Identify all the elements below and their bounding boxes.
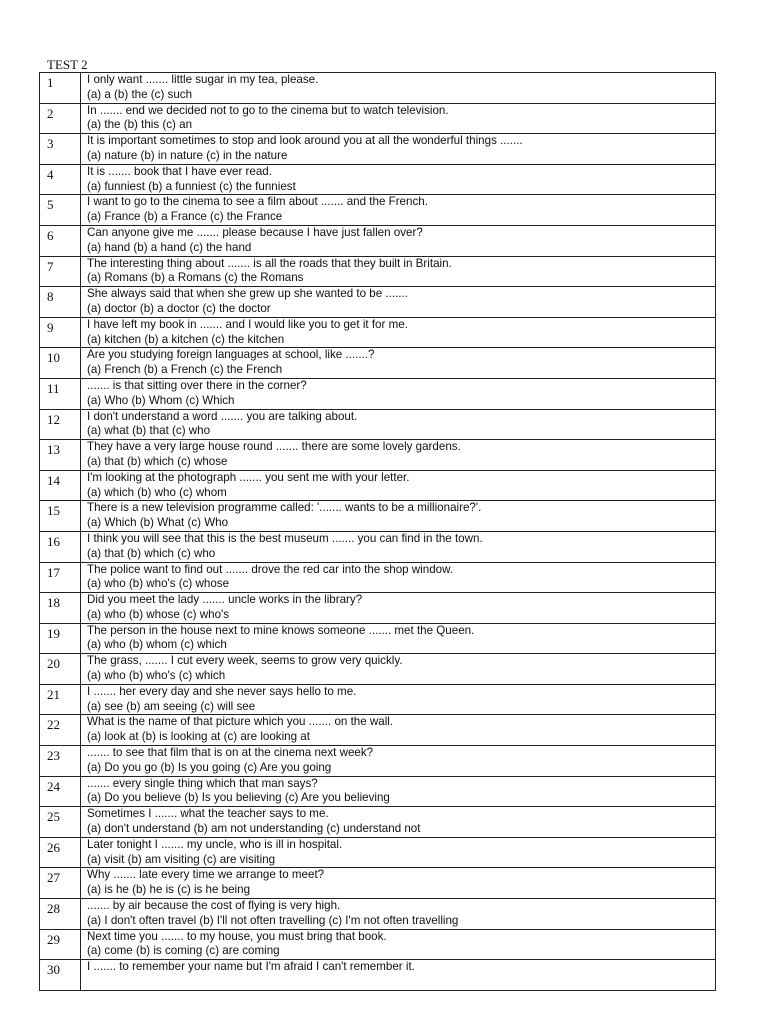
question-row [40,776,716,807]
question-number-cell [40,409,81,440]
question-row [40,287,716,318]
question-number: 25 [47,809,60,825]
question-row [40,317,716,348]
question-number: 30 [47,962,60,978]
question-cell [81,746,716,777]
question-number: 18 [47,595,60,611]
question-number-cell [40,776,81,807]
question-text: I only want ....... little sugar in my tea, please. [87,73,319,86]
question-number-cell [40,623,81,654]
question-number-cell [40,899,81,930]
question-text: I want to go to the cinema to see a film about ....... and the French. [87,195,428,209]
question-text: ....... is that sitting over there in the corner? [87,378,307,392]
question-cell [81,654,716,685]
question-text: I ....... to remember your name but I'm afraid I can't remember it. [87,960,415,974]
question-number: 12 [47,411,60,427]
answer-options: (a) Do you go (b) Is you going (c) Are you going [87,760,332,774]
question-number-cell [40,684,81,715]
question-cell [81,225,716,256]
question-number: 1 [47,75,54,90]
question-number-cell [40,440,81,471]
question-text: I have left my book in ....... and I would like you to get it for me. [87,317,408,331]
question-text: ....... every single thing which that man says? [87,776,318,790]
answer-options: (a) see (b) am seeing (c) will see [87,699,256,713]
question-row [40,837,716,868]
question-number-cell [40,103,81,134]
answer-options: (a) which (b) who (c) whom [87,485,227,499]
question-row [40,348,716,379]
answer-options: (a) Which (b) What (c) Who [87,516,229,530]
question-text: The police want to find out ....... drove the red car into the shop window. [87,562,454,576]
question-cell [81,134,716,165]
question-number-cell [40,164,81,195]
question-text: I'm looking at the photograph ....... you sent me with your letter. [87,470,410,484]
question-number-cell [40,593,81,624]
answer-options: (a) hand (b) a hand (c) the hand [87,240,252,254]
question-number-cell [40,837,81,868]
page-title: TEST 2 [47,57,88,72]
question-number-cell [40,654,81,685]
question-number: 17 [47,564,60,580]
question-cell [81,684,716,715]
question-number: 11 [47,380,60,396]
question-text: They have a very large house round ....... there are some lovely gardens. [87,440,461,454]
question-number-cell [40,470,81,501]
answer-options [87,975,715,990]
question-cell [81,348,716,379]
question-row [40,73,716,104]
question-row [40,960,716,991]
answer-options: (a) France (b) a France (c) the France [87,210,283,224]
question-cell [81,929,716,960]
question-cell [81,409,716,440]
question-text: Why ....... late every time we arrange to meet? [87,868,325,882]
question-number: 14 [47,472,60,488]
question-cell [81,440,716,471]
question-cell [81,623,716,654]
answer-options: (a) visit (b) am visiting (c) are visiting [87,852,276,866]
answer-options: (a) the (b) this (c) an [87,118,193,132]
question-text: Are you studying foreign languages at school, like .......? [87,348,375,362]
answer-options: (a) who (b) who's (c) which [87,669,226,683]
question-number: 13 [47,442,60,458]
question-number-cell [40,287,81,318]
question-row [40,929,716,960]
question-text: It is ....... book that I have ever read. [87,164,272,178]
question-number-cell [40,929,81,960]
question-cell [81,562,716,593]
question-number: 3 [47,136,54,152]
question-number: 27 [47,870,60,886]
question-text: Did you meet the lady ....... uncle works in the library? [87,593,363,607]
answer-options: (a) what (b) that (c) who [87,424,211,438]
question-row [40,501,716,532]
question-number-cell [40,317,81,348]
question-number: 24 [47,778,60,794]
question-number: 26 [47,839,60,855]
question-cell [81,287,716,318]
question-row [40,440,716,471]
answer-options: (a) I don't often travel (b) I'll not often travelling (c) I'm not often travelling [87,913,459,927]
answer-options: (a) come (b) is coming (c) are coming [87,944,280,958]
question-number: 7 [47,258,54,274]
question-text: ....... by air because the cost of flying is very high. [87,899,341,913]
answer-options: (a) French (b) a French (c) the French [87,363,283,377]
answer-options: (a) who (b) whom (c) which [87,638,227,652]
question-text: Can anyone give me ....... please because I have just fallen over? [87,225,423,239]
question-cell [81,715,716,746]
question-table [39,72,716,991]
question-row [40,593,716,624]
question-cell [81,378,716,409]
answer-options: (a) who (b) whose (c) who's [87,607,230,621]
question-number-cell [40,746,81,777]
question-number-cell [40,378,81,409]
question-row [40,103,716,134]
question-number: 10 [47,350,60,366]
answer-options: (a) don't understand (b) am not understanding (c) understand not [87,822,421,836]
question-text: ....... to see that film that is on at the cinema next week? [87,746,374,760]
question-row [40,715,716,746]
question-number: 28 [47,901,60,917]
question-number-cell [40,531,81,562]
question-number: 16 [47,533,60,549]
question-text: It is important sometimes to stop and look around you at all the wonderful things ....... [87,134,523,148]
question-row [40,746,716,777]
question-row [40,531,716,562]
question-row [40,899,716,930]
answer-options: (a) funniest (b) a funniest (c) the funniest [87,179,296,193]
answer-options: (a) that (b) which (c) whose [87,454,228,468]
question-number: 29 [47,931,60,947]
question-number-cell [40,256,81,287]
question-text: I don't understand a word ....... you are talking about. [87,409,358,423]
answer-options: (a) a (b) the (c) such [87,87,193,101]
question-cell [81,837,716,868]
question-cell [81,317,716,348]
question-cell [81,103,716,134]
question-cell [81,868,716,899]
question-cell [81,195,716,226]
question-number: 15 [47,503,60,519]
question-text: I ....... her every day and she never says hello to me. [87,684,357,698]
question-number: 5 [47,197,54,213]
question-row [40,195,716,226]
question-cell [81,73,716,104]
question-row [40,409,716,440]
question-row [40,378,716,409]
question-row [40,256,716,287]
question-text: Later tonight I ....... my uncle, who is ill in hospital. [87,837,343,851]
answer-options: (a) that (b) which (c) who [87,546,216,560]
question-number-cell [40,562,81,593]
question-cell [81,531,716,562]
question-number-cell [40,807,81,838]
question-number: 9 [47,319,54,335]
question-number: 2 [47,105,54,121]
question-text: In ....... end we decided not to go to the cinema but to watch television. [87,103,449,117]
question-cell [81,501,716,532]
answer-options: (a) kitchen (b) a kitchen (c) the kitchen [87,332,285,346]
question-text: Sometimes I ....... what the teacher says to me. [87,807,329,821]
question-row [40,654,716,685]
question-row [40,225,716,256]
question-number: 23 [47,748,60,764]
question-row [40,164,716,195]
question-cell [81,164,716,195]
question-cell [81,899,716,930]
question-text: The interesting thing about ....... is all the roads that they built in Britain. [87,256,452,270]
question-number: 8 [47,289,54,305]
question-text: What is the name of that picture which you ....... on the wall. [87,715,394,729]
question-text: I think you will see that this is the best museum ....... you can find in the town. [87,531,483,545]
question-number: 4 [47,166,54,182]
question-number-cell [40,225,81,256]
question-row [40,134,716,165]
question-cell [81,960,716,991]
answer-options: (a) nature (b) in nature (c) in the nature [87,148,288,162]
question-number-cell [40,195,81,226]
question-number-cell [40,960,81,991]
answer-options: (a) Who (b) Whom (c) Which [87,393,235,407]
question-cell [81,470,716,501]
question-number: 20 [47,656,60,672]
question-text: She always said that when she grew up she wanted to be ....... [87,287,408,301]
question-cell [81,593,716,624]
answer-options: (a) Romans (b) a Romans (c) the Romans [87,271,304,285]
question-row [40,868,716,899]
question-row [40,807,716,838]
question-row [40,623,716,654]
answer-options: (a) is he (b) he is (c) is he being [87,883,251,897]
question-number-cell [40,134,81,165]
question-number: 21 [47,686,60,702]
question-row [40,562,716,593]
question-number-cell [40,501,81,532]
question-number: 6 [47,227,54,243]
question-number: 22 [47,717,60,733]
question-text: There is a new television programme called: '....... wants to be a millionaire?'. [87,501,482,515]
answer-options: (a) doctor (b) a doctor (c) the doctor [87,301,271,315]
question-cell [81,807,716,838]
answer-options: (a) who (b) who's (c) whose [87,577,230,591]
question-list [40,73,716,991]
question-number: 19 [47,625,60,641]
question-text: Next time you ....... to my house, you must bring that book. [87,929,387,943]
question-number-cell [40,73,81,104]
question-text: The grass, ....... I cut every week, seems to grow very quickly. [87,654,403,668]
answer-options: (a) look at (b) is looking at (c) are looking at [87,730,310,744]
question-cell [81,776,716,807]
question-text: The person in the house next to mine knows someone ....... met the Queen. [87,623,475,637]
question-cell [81,256,716,287]
question-number-cell [40,715,81,746]
question-row [40,684,716,715]
question-number-cell [40,868,81,899]
question-number-cell [40,348,81,379]
question-row [40,470,716,501]
answer-options: (a) Do you believe (b) Is you believing (c) Are you believing [87,791,390,805]
